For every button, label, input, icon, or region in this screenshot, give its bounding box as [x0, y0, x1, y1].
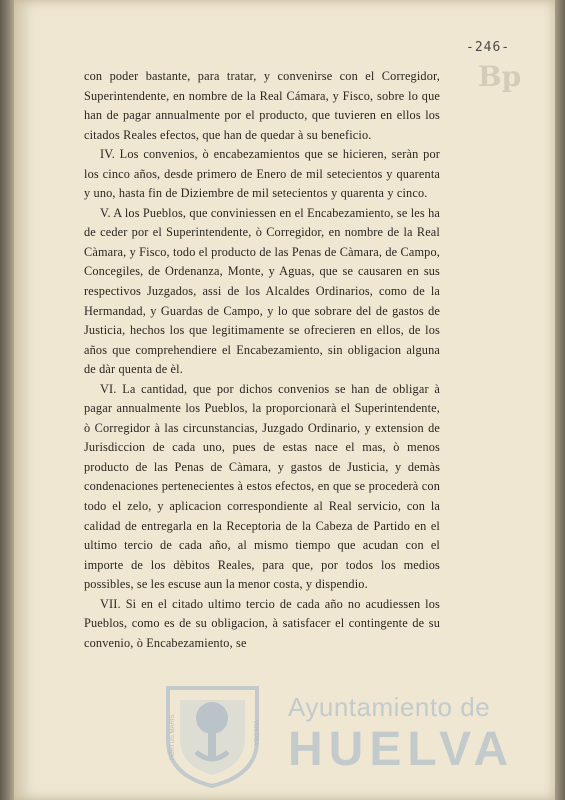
document-body — [84, 67, 440, 653]
archive-watermark — [160, 680, 515, 790]
scan-right-edge — [555, 0, 565, 800]
paragraph-iv: IV. Los convenios, ò encabezamientos que se hicieren, seràn por los cinco años, desde primero de Enero de mil setecientos y quarenta y uno, hasta fin de Diziembre de mil setecientos y quarenta y cinco. — [84, 147, 440, 201]
city-seal-icon — [160, 680, 265, 790]
folio-number: -246- — [466, 40, 511, 55]
svg-text:PORTUS MARIS: PORTUS MARIS — [170, 714, 176, 760]
paragraph-vi: VI. La cantidad, que por dichos convenios se han de obligar à pagar annualmente los Pueblos, la proporcionarà el Superintendente, ò Corregidor à las circunstancias, Juzgado Ordinario, y extension de Jurisdiccion de cada uno, pues de estas nace el mas, ò menos producto de las Penas de Càmara, y gastos de Justicia, y demàs condenaciones pertenecientes à estos efectos, en que se procederà con todo el zelo, y aplicacion correspondiente al Real servicio, con la calidad de entregarla en la Receptoria de la Cabeza de Partido en el ultimo tercio de cada año, al mismo tiempo que acudan con el importe de los dèbitos Reales, para que, por todos los medios possibles, se les escuse aun la menor costa, y dispendio. — [84, 381, 440, 592]
paragraph-continuation: con poder bastante, para tratar, y convenirse con el Corregidor, Superintendente, en nombre de la Real Cámara, y Fisco, sobre lo que han de pagar annualmente por el producto, que tuvieren en ellos los citados Reales efectos, que han de quedar à su beneficio. — [84, 69, 440, 142]
paragraph-vii: VII. Si en el citado ultimo tercio de cada año no acudiessen los Pueblos, como es de su obligacion, à satisfacer el contingente de su convenio, ò Encabezamiento, se — [84, 596, 440, 650]
watermark-title: Ayuntamiento de — [288, 692, 491, 722]
paragraph-v: V. A los Pueblos, que conviniessen en el Encabezamiento, se les ha de ceder por el Superintendente, ò Corregidor, en nombre de la Real Càmara, y Fisco, todo el producto de las Penas de Càmara, de Campo, Concegiles, de Ordenanza, Monte, y Aguas, que se causaren en sus respectivos Juzgados, assi de los Alcaldes Ordinarios, como de la Hermandad, y Guardas de Campo, y lo que sobrare del de gastos de Justicia, hechos los que legitimamente se ofrecieren en ellos, de los años que comprehendiere el Encabezamiento, sin obligacion alguna de dàr quenta de èl. — [84, 205, 440, 377]
scan-left-edge — [0, 0, 14, 800]
faded-stamp-mark: Bp — [478, 60, 522, 93]
watermark-city: HUELVA — [288, 723, 515, 776]
svg-text:VOSOBA: VOSOBA — [252, 720, 258, 746]
